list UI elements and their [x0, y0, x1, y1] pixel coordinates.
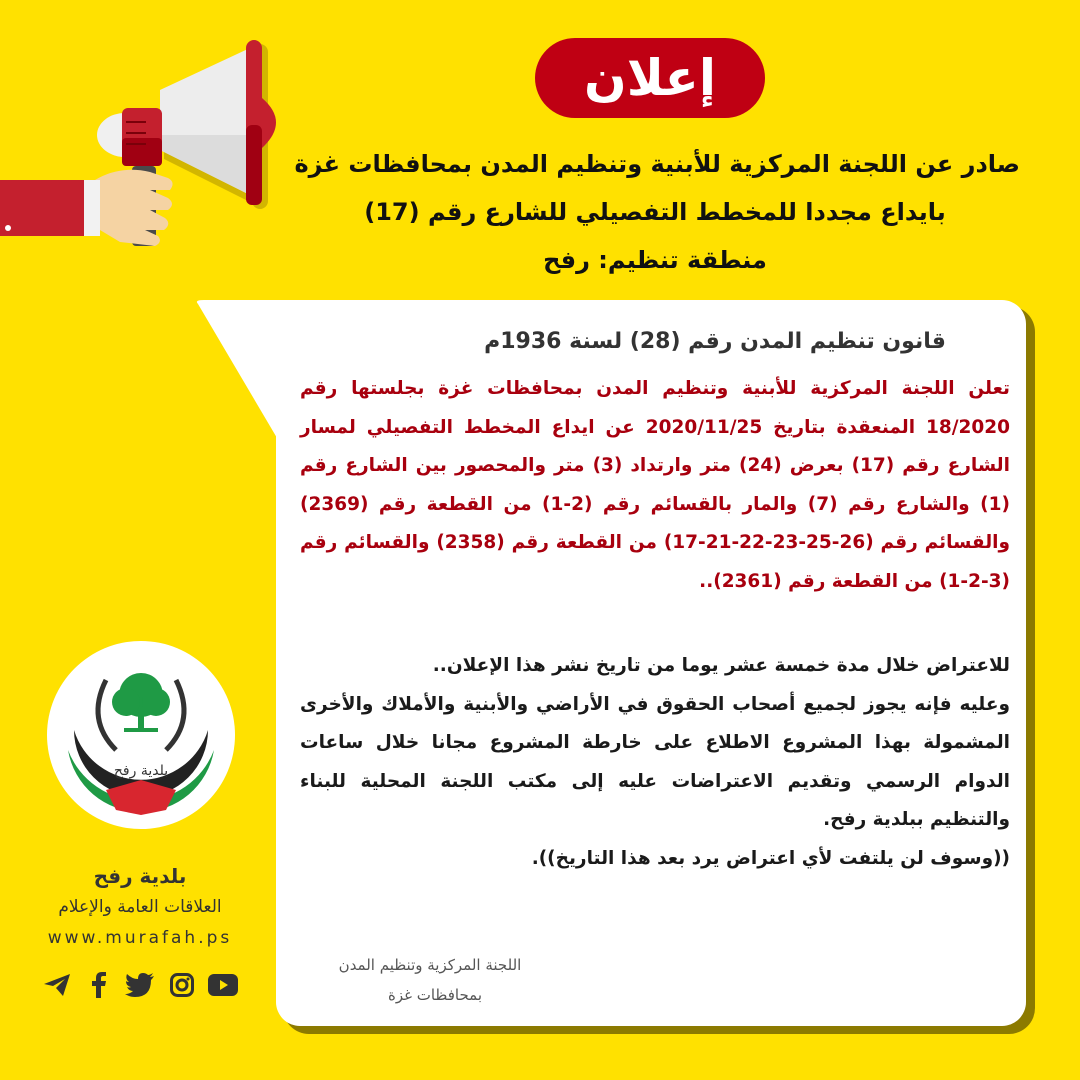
organization-website[interactable]: www.murafah.ps — [47, 928, 233, 948]
social-icons — [40, 968, 240, 1002]
objection-period-text: للاعتراض خلال مدة خمسة عشر يوما من تاريخ نشر هذا الإعلان.. — [432, 655, 1010, 676]
signature-line-2: بمحافظات غزة — [387, 986, 482, 1004]
facebook-icon[interactable] — [82, 970, 116, 1000]
objection-warning-text: ((وسوف لن يلتفت لأي اعتراض يرد بعد هذا التاريخ)). — [531, 847, 1010, 869]
objection-details-text: وعليه فإنه يجوز لجميع أصحاب الحقوق في الأراضي والأبنية والأملاك والأخرى المشمولة بهذا المشروع الاطلاع على خارطة المشروع مجانا خلال ساعات الدوام الرسمي وتقديم الاعتراضات عليه إلى مكتب اللجنة المحلية للبناء والتنظيم ببلدية رفح. — [300, 693, 1010, 830]
logo-text: بلدية رفح — [113, 763, 169, 779]
signature — [290, 950, 570, 1010]
youtube-icon[interactable] — [206, 970, 240, 1000]
instagram-icon[interactable] — [165, 970, 199, 1000]
headline-line-2: بايداع مجددا للمخطط التفصيلي للشارع رقم (17) — [364, 198, 946, 226]
twitter-icon[interactable] — [123, 970, 157, 1000]
organization-info — [20, 860, 260, 954]
telegram-icon[interactable] — [40, 970, 74, 1000]
badge-label: إعلان — [584, 49, 716, 107]
signature-line-1: اللجنة المركزية وتنظيم المدن — [338, 956, 522, 974]
organization-department: العلاقات العامة والإعلام — [58, 897, 222, 917]
law-title: قانون تنظيم المدن رقم (28) لسنة 1936م — [484, 329, 946, 354]
announcement-red-paragraph: تعلن اللجنة المركزية للأبنية وتنظيم المدن بمحافظات غزة بجلستها رقم 18/2020 المنعقدة بتاريخ 2020/11/25 عن ايداع المخطط التفصيلي لمسار الشارع رقم (17) بعرض (24) متر وارتداد (3) متر والمحصور بين الشارع رقم (1) والشارع رقم (7) والمار بالقسائم رقم (2-1) من القطعة رقم (2369) والقسائم رقم (26-25-23-22-21-17) من القطعة رقم (2358) والقسائم رقم (3-2-1) من القطعة رقم (2361).. — [300, 378, 1011, 592]
headline-line-1: صادر عن اللجنة المركزية للأبنية وتنظيم المدن بمحافظات غزة — [294, 150, 1020, 178]
organization-name: بلدية رفح — [93, 864, 187, 888]
announcement-black-paragraph — [300, 647, 1010, 878]
headline — [290, 140, 1020, 284]
rafah-municipality-logo — [46, 640, 236, 830]
megaphone-icon — [0, 30, 330, 270]
card-content — [300, 320, 1010, 878]
headline-line-3: منطقة تنظيم: رفح — [543, 246, 767, 274]
announcement-badge — [535, 38, 765, 118]
